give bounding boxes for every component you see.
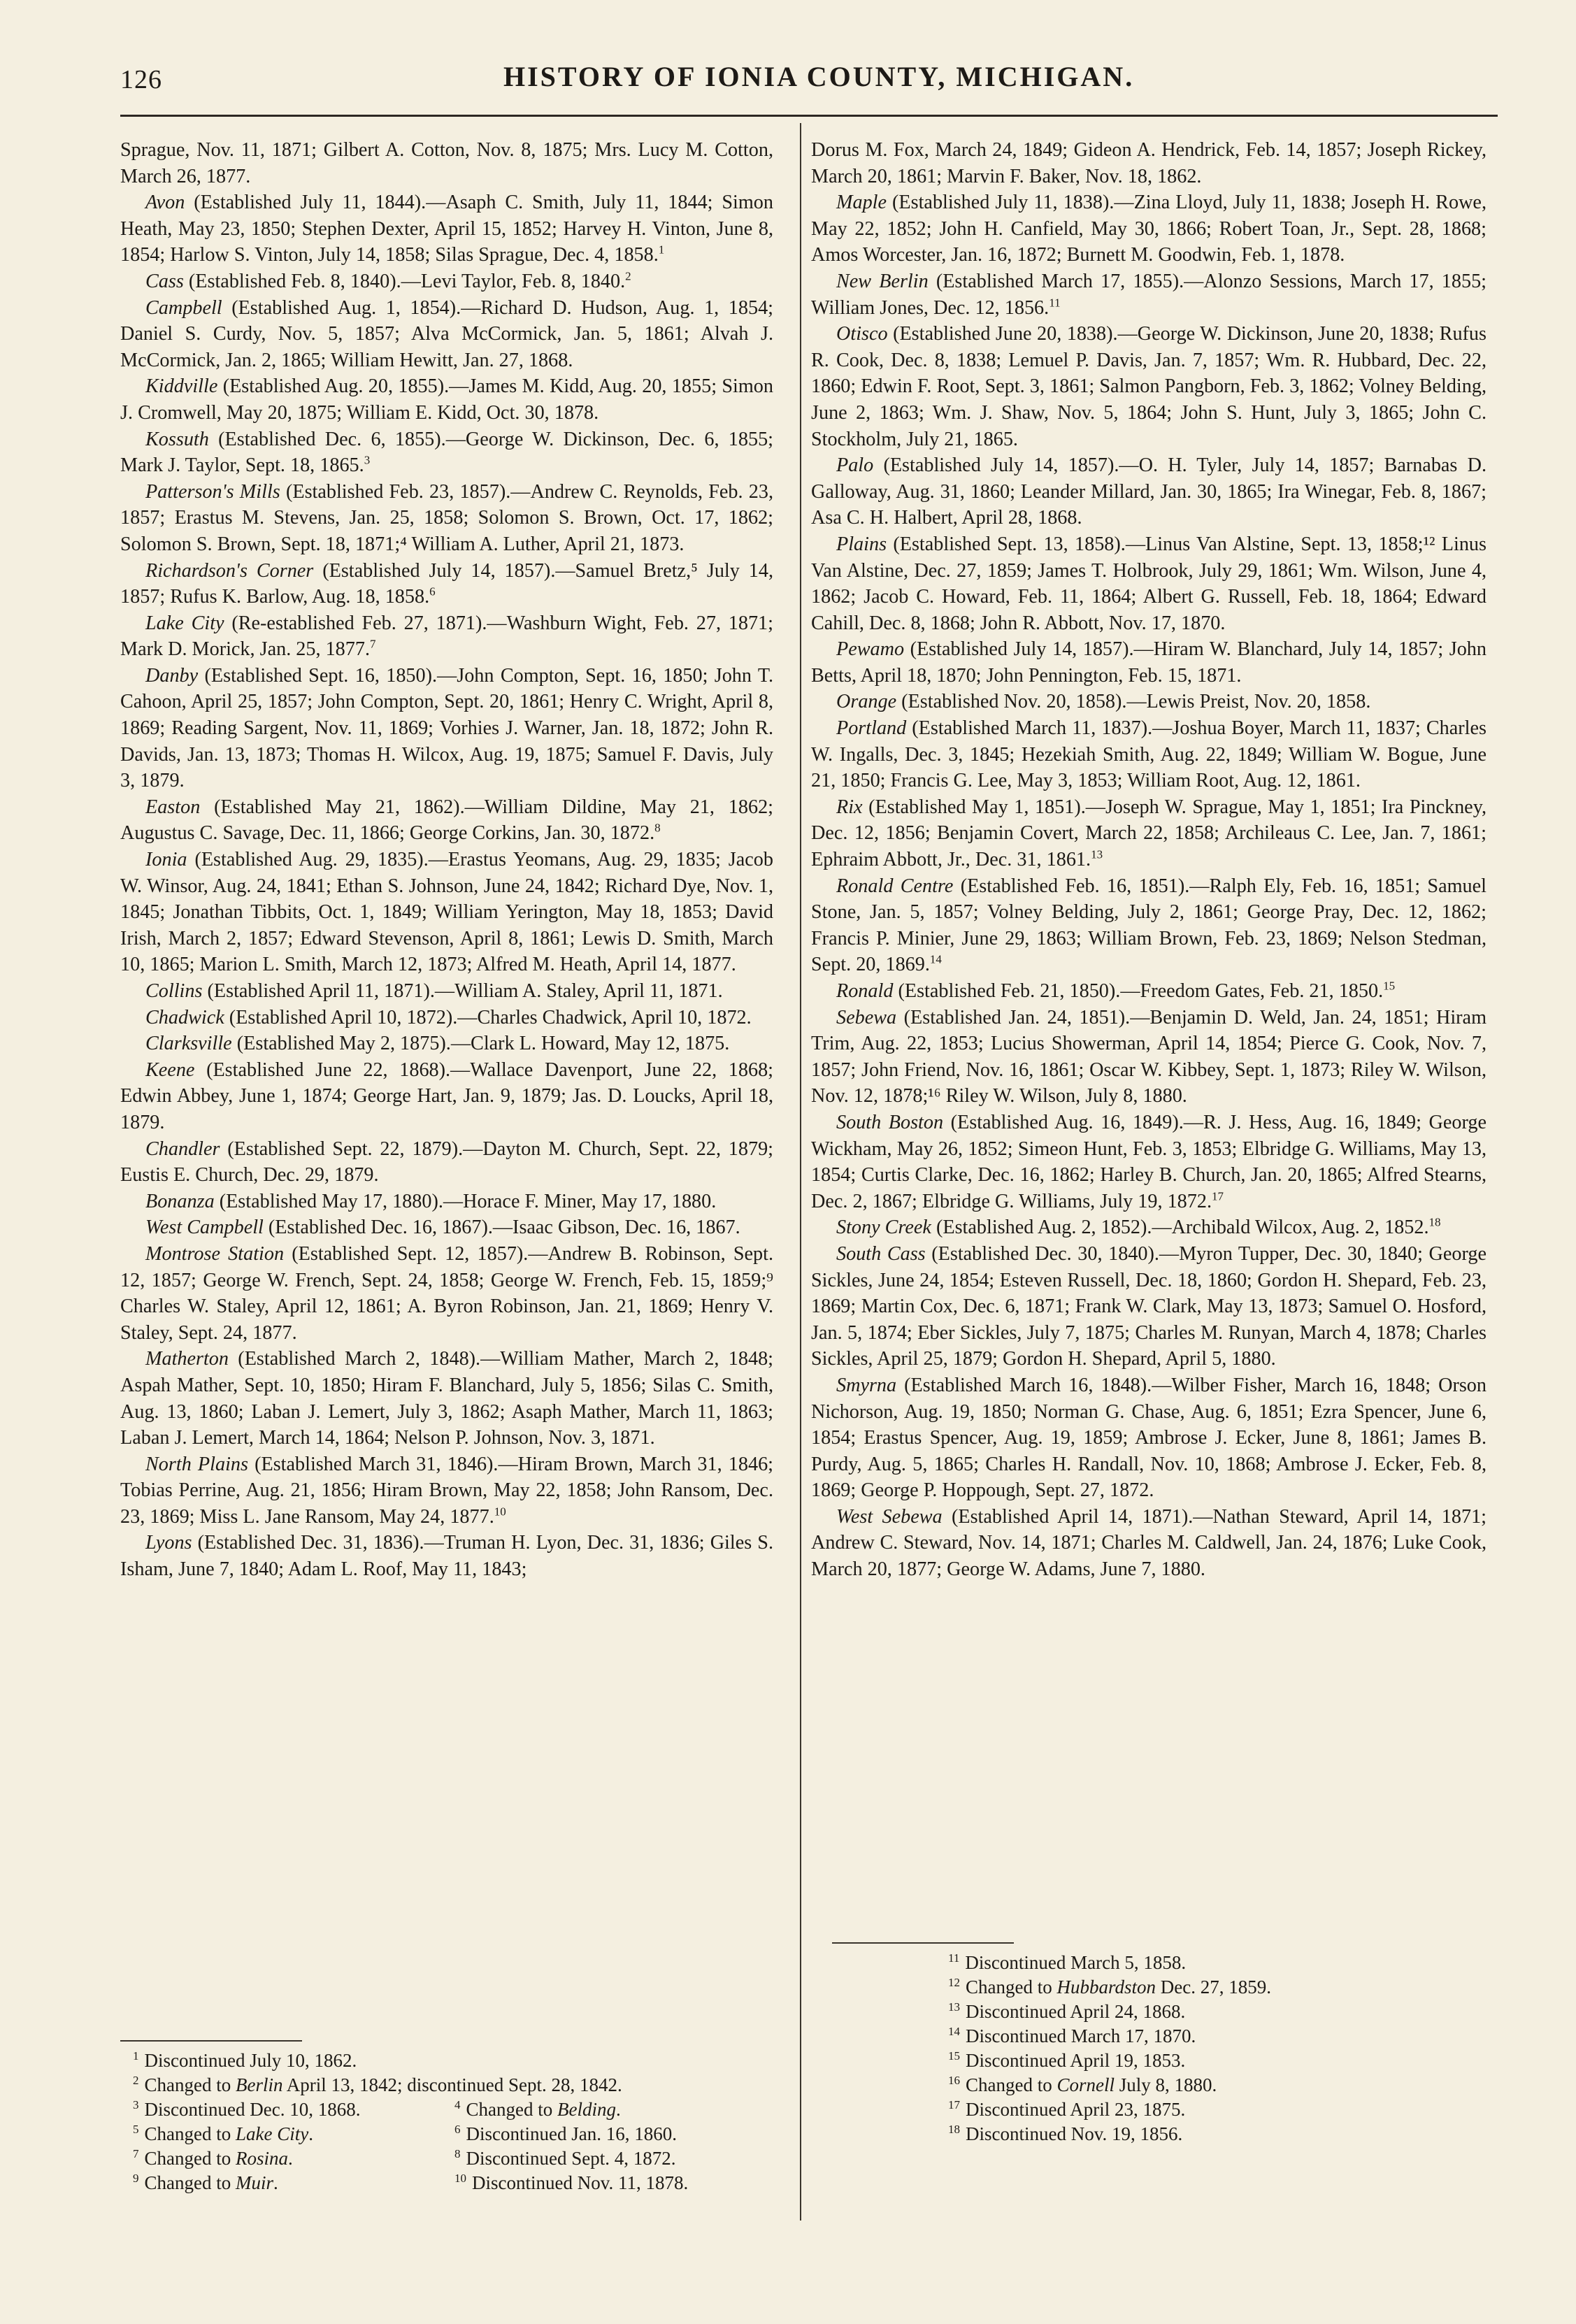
footnote-place-name: Cornell [1056, 2074, 1115, 2095]
postmaster-list: (Established Sept. 16, 1850).—John Compton, Sept. 16, 1850; John T. Cahoon, April 25, 1857; John Compton, Sept. 20, 1861; Henry C. Wright, April 8, 1869; Reading Sargent, Nov. 11, 1869; Vorhies J. Warner, Jan. 18, 1872; John R. Davids, Jan. 13, 1873; Thomas H. Wilcox, Aug. 19, 1875; Samuel F. Davis, July 3, 1879. [120, 664, 773, 792]
footnote-number: 12 [948, 1976, 960, 1989]
footnote-text: Discontinued April 24, 1868. [966, 2001, 1186, 2022]
footnote [948, 2073, 1438, 2097]
footnote-text: Discontinued April 19, 1853. [966, 2050, 1186, 2071]
postmaster-list: (Established Dec. 16, 1867).—Isaac Gibson, Dec. 16, 1867. [263, 1217, 740, 1239]
post-office-entry [811, 1214, 1487, 1241]
postmaster-list: (Established April 10, 1872).—Charles Chadwick, April 10, 1872. [224, 1006, 752, 1028]
post-office-entry [811, 715, 1487, 794]
post-office-entry [120, 1346, 773, 1451]
postmaster-list: (Established Aug. 2, 1852).—Archibald Wilcox, Aug. 2, 1852. [931, 1217, 1429, 1239]
postmaster-list: (Established Dec. 31, 1836).—Truman H. Lyon, Dec. 31, 1836; Giles S. Isham, June 7, 1840; Adam L. Roof, May 11, 1843; [120, 1532, 773, 1581]
postmaster-list: (Established Feb. 16, 1851).—Ralph Ely, Feb. 16, 1851; Samuel Stone, Jan. 5, 1857; Volney Belding, July 2, 1861; George Pray, Dec. 12, 1862; Francis P. Minier, June 29, 1863; William Brown, Feb. 23, 1869; Nelson Stedman, Sept. 20, 1869. [811, 875, 1487, 976]
postmaster-list: (Established Sept. 12, 1857).—Andrew B. Robinson, Sept. 12, 1857; George W. French, Sept. 24, 1858; George W. French, Feb. 15, 1859;⁹ Charles W. Staley, April 12, 1861; A. Byron Robinson, Jan. 21, 1869; Henry V. Staley, Sept. 24, 1877. [120, 1242, 774, 1344]
post-office-entry [811, 636, 1487, 689]
footnote [948, 2122, 1438, 2146]
post-office-entry [120, 978, 773, 1005]
post-office-entry [120, 295, 773, 374]
post-office-name: South Boston [836, 1111, 944, 1133]
footnote [948, 1975, 1438, 2000]
post-office-name: Plains [836, 533, 887, 555]
postmaster-list: (Established March 31, 1846).—Hiram Brown, March 31, 1846; Tobias Perrine, Aug. 21, 1856; Hiram Brown, May 22, 1858; John Ransom, Dec. 23, 1869; Miss L. Jane Ransom, May 24, 1877. [120, 1453, 773, 1528]
footnote-ref: 3 [364, 453, 371, 467]
postmaster-list: (Established Dec. 6, 1855).—George W. Dickinson, Dec. 6, 1855; Mark J. Taylor, Sept. 18, 1865. [120, 428, 773, 477]
footnote [454, 2171, 776, 2195]
post-office-name: Chadwick [145, 1006, 224, 1028]
post-office-name: Lyons [145, 1532, 192, 1554]
footnote [948, 2097, 1438, 2122]
post-office-entry [120, 1136, 773, 1189]
postmaster-list: (Established May 17, 1880).—Horace F. Miner, May 17, 1880. [214, 1190, 717, 1212]
footnote-text: Changed to [144, 2148, 236, 2169]
footnote-text-rest: . [288, 2148, 293, 2169]
footnote-number: 1 [133, 2049, 139, 2063]
post-office-entry [120, 1005, 773, 1031]
footnote-number: 3 [133, 2098, 139, 2111]
footnotes-left [133, 2049, 776, 2195]
footnote-text: Discontinued March 17, 1870. [966, 2025, 1196, 2046]
post-office-name: Collins [145, 980, 203, 1002]
postmaster-list: (Established Nov. 20, 1858).—Lewis Preist, Nov. 20, 1858. [896, 691, 1371, 713]
footnote [454, 2097, 776, 2122]
postmaster-list: (Established April 11, 1871).—William A. Staley, April 11, 1871. [202, 980, 723, 1002]
post-office-name: Maple [836, 192, 887, 214]
post-office-entry [120, 1530, 773, 1582]
post-office-name: Smyrna [836, 1374, 897, 1396]
postmaster-list: (Established July 14, 1857).—Samuel Bretz,⁵ July 14, 1857; Rufus K. Barlow, Aug. 18, 1858. [120, 559, 774, 608]
footnote-place-name: Belding [557, 2099, 616, 2120]
footnote-number: 4 [454, 2098, 461, 2111]
footnote-ref: 7 [370, 637, 376, 651]
footnote-row [133, 2122, 776, 2146]
postmaster-list: (Established March 2, 1848).—William Mather, March 2, 1848; Aspah Mather, Sept. 10, 1850; Hiram F. Blanchard, July 5, 1856; Silas C. Smith, Aug. 13, 1860; Laban J. Lemert, July 3, 1862; Asaph Mather, March 11, 1863; Laban J. Lemert, March 14, 1864; Nelson P. Johnson, Nov. 3, 1871. [120, 1348, 773, 1449]
postmaster-list: (Established Aug. 1, 1854).—Richard D. Hudson, Aug. 1, 1854; Daniel S. Curdy, Nov. 5, 1857; Alva McCormick, Jan. 5, 1861; Alvah J. McCormick, Jan. 2, 1865; William Hewitt, Jan. 27, 1868. [120, 296, 773, 371]
postmaster-list: Sprague, Nov. 11, 1871; Gilbert A. Cotton, Nov. 8, 1875; Mrs. Lucy M. Cotton, March 26, 1877. [120, 139, 773, 187]
footnote-text-rest: Dec. 27, 1859. [1156, 1977, 1271, 1997]
post-office-entry [811, 137, 1487, 189]
footnote-text: Discontinued Jan. 16, 1860. [466, 2123, 677, 2144]
footnote-row [133, 2097, 776, 2122]
footnote-place-name: Rosina [235, 2148, 288, 2169]
footnote-number: 8 [454, 2147, 461, 2160]
post-office-name: West Sebewa [836, 1505, 943, 1528]
post-office-name: South Cass [836, 1242, 926, 1265]
post-office-name: Kossuth [145, 428, 209, 450]
footnote-number: 18 [948, 2123, 960, 2136]
post-office-entry [811, 794, 1487, 873]
footnote-text: Changed to [966, 1977, 1057, 1997]
post-office-name: Cass [145, 270, 184, 292]
footnote-ref: 18 [1428, 1215, 1441, 1229]
post-office-entry [811, 873, 1487, 978]
post-office-entry [811, 321, 1487, 452]
post-office-entry [811, 978, 1487, 1005]
footnote [133, 2146, 454, 2171]
post-office-entry [120, 268, 773, 295]
post-office-entry [811, 1372, 1487, 1504]
footnote-ref: 8 [654, 822, 661, 835]
footnote-text: Changed to [144, 2123, 236, 2144]
postmaster-list: (Established May 2, 1875).—Clark L. Howard, May 12, 1875. [231, 1033, 730, 1055]
footnote-rule-left [120, 2040, 302, 2042]
post-office-entry [811, 1005, 1487, 1110]
post-office-name: Palo [836, 454, 874, 477]
post-office-entry [120, 426, 773, 479]
left-column [120, 137, 773, 1583]
post-office-entry [120, 663, 773, 794]
post-office-name: Orange [836, 691, 897, 713]
footnote-row [133, 2049, 776, 2073]
postmaster-list: (Established Sept. 22, 1879).—Dayton M. Church, Sept. 22, 1879; Eustis E. Church, Dec. 29, 1879. [120, 1138, 773, 1186]
footnote-ref: 2 [625, 269, 631, 283]
postmaster-list: (Established June 22, 1868).—Wallace Davenport, June 22, 1868; Edwin Abbey, June 1, 1874; George Hart, Jan. 9, 1879; Jas. D. Loucks, April 18, 1879. [120, 1059, 773, 1133]
post-office-entry [120, 479, 773, 558]
footnote-number: 13 [948, 2000, 960, 2014]
footnote-text: Changed to [466, 2099, 557, 2120]
postmaster-list: (Re-established Feb. 27, 1871).—Washburn Wight, Feb. 27, 1871; Mark D. Morick, Jan. 25, 1877. [120, 612, 773, 661]
postmaster-list: (Established Dec. 30, 1840).—Myron Tupper, Dec. 30, 1840; George Sickles, June 24, 1854; Esteven Russell, Dec. 18, 1860; Gordon H. Shepard, Feb. 23, 1869; Martin Cox, Dec. 6, 1871; Frank W. Clark, May 13, 1873; Samuel O. Hosford, Jan. 5, 1874; Eber Sickles, July 7, 1875; Charles M. Runyan, March 4, 1878; Charles Sickles, April 25, 1879; Gordon H. Shepard, April 5, 1880. [811, 1242, 1487, 1370]
post-office-entry [811, 689, 1487, 715]
postmaster-list: (Established Feb. 8, 1840).—Levi Taylor, Feb. 8, 1840. [183, 270, 626, 292]
post-office-name: Ronald Centre [836, 875, 954, 897]
footnote-number: 16 [948, 2074, 960, 2087]
post-office-name: North Plains [145, 1453, 248, 1475]
footnote-ref: 10 [494, 1505, 506, 1519]
post-office-name: Portland [836, 717, 907, 740]
footnote-number: 10 [454, 2172, 466, 2185]
postmaster-list: (Established April 14, 1871).—Nathan Steward, April 14, 1871; Andrew C. Steward, Nov. 14, 1871; Charles M. Caldwell, Jan. 24, 1876; Luke Cook, March 20, 1877; George W. Adams, June 7, 1880. [811, 1505, 1487, 1581]
footnote [454, 2146, 776, 2171]
post-office-entry [120, 1189, 773, 1215]
postmaster-list: (Established Feb. 23, 1857).—Andrew C. Reynolds, Feb. 23, 1857; Erastus M. Stevens, Jan. 25, 1858; Solomon S. Brown, Oct. 17, 1862; Solomon S. Brown, Sept. 18, 1871;⁴ William A. Luther, April 21, 1873. [120, 480, 773, 555]
postmaster-list: (Established Aug. 16, 1849).—R. J. Hess, Aug. 16, 1849; George Wickham, May 26, 1852; Simeon Hunt, Feb. 3, 1853; Elbridge G. Williams, May 13, 1854; Curtis Clarke, Dec. 16, 1862; Harley B. Church, Jan. 20, 1865; Alfred Stearns, Dec. 2, 1867; Elbridge G. Williams, July 19, 1872. [811, 1111, 1487, 1212]
footnote [133, 2097, 454, 2122]
footnote-number: 7 [133, 2147, 139, 2160]
footnote-text: Changed to [966, 2074, 1057, 2095]
footnote-ref: 11 [1049, 296, 1061, 310]
header-rule [120, 115, 1498, 117]
footnote-number: 5 [133, 2123, 139, 2136]
footnote [133, 2073, 622, 2097]
postmaster-list: (Established July 14, 1857).—Hiram W. Blanchard, July 14, 1857; John Betts, April 18, 1870; John Pennington, Feb. 15, 1871. [811, 638, 1487, 687]
post-office-name: Pewamo [836, 638, 905, 661]
post-office-name: Keene [145, 1059, 195, 1081]
footnote-place-name: Lake City [235, 2123, 309, 2144]
post-office-name: Otisco [836, 323, 888, 345]
footnote-text: Discontinued Nov. 19, 1856. [966, 2123, 1183, 2144]
footnote-text: Discontinued Dec. 10, 1868. [144, 2099, 361, 2120]
postmaster-list: (Established Jan. 24, 1851).—Benjamin D. Weld, Jan. 24, 1851; Hiram Trim, Aug. 22, 1853; Lucius Showerman, April 14, 1854; Pierce G. Cook, Nov. 7, 1857; John Friend, Nov. 16, 1861; Oscar W. Kibbey, Sept. 1, 1873; Riley W. Wilson, Nov. 12, 1878;¹⁶ Riley W. Wilson, July 8, 1880. [811, 1006, 1487, 1107]
post-office-entry [120, 1031, 773, 1057]
footnote-row [133, 2073, 776, 2097]
footnote [948, 1951, 1438, 1975]
post-office-name: Chandler [145, 1138, 220, 1160]
footnote-text-rest: July 8, 1880. [1115, 2074, 1217, 2095]
post-office-name: Lake City [145, 612, 224, 634]
post-office-name: Kiddville [145, 375, 218, 398]
post-office-entry [811, 268, 1487, 321]
footnotes-right [948, 1951, 1438, 2146]
footnote-text: Discontinued April 23, 1875. [966, 2099, 1186, 2120]
post-office-entry [811, 531, 1487, 636]
post-office-name: Easton [145, 796, 201, 818]
footnote-ref: 14 [929, 953, 942, 967]
post-office-entry [120, 610, 773, 663]
footnote [948, 2024, 1438, 2049]
footnote-number: 17 [948, 2098, 960, 2111]
post-office-name: Bonanza [145, 1190, 215, 1212]
footnote-text: Discontinued March 5, 1858. [965, 1952, 1187, 1973]
postmaster-list: (Established May 21, 1862).—William Dildine, May 21, 1862; Augustus C. Savage, Dec. 11, 1866; George Corkins, Jan. 30, 1872. [120, 796, 773, 845]
footnote-row [133, 2146, 776, 2171]
footnote-number: 9 [133, 2172, 139, 2185]
footnote-text: Discontinued Nov. 11, 1878. [472, 2172, 689, 2193]
postmaster-list: (Established March 16, 1848).—Wilber Fisher, March 16, 1848; Orson Nichorson, Aug. 19, 1850; Norman G. Chase, Aug. 6, 1851; Ezra Spencer, June 6, 1854; Erastus Spencer, Aug. 19, 1859; Ambrose J. Ecker, June 8, 1861; James B. Purdy, Aug. 5, 1865; Charles H. Randall, Nov. 10, 1868; Ambrose J. Ecker, Feb. 8, 1869; George P. Hoppough, Sept. 27, 1872. [811, 1374, 1487, 1502]
footnote-text: Changed to [144, 2172, 236, 2193]
footnote [948, 2049, 1438, 2073]
post-office-entry [120, 1241, 773, 1346]
post-office-name: Montrose Station [145, 1242, 285, 1265]
footnote-text: Discontinued July 10, 1862. [144, 2050, 357, 2071]
post-office-name: Avon [145, 192, 185, 214]
footnote [948, 2000, 1438, 2024]
footnote [133, 2122, 454, 2146]
post-office-name: Richardson's Corner [145, 559, 314, 582]
right-column [811, 137, 1487, 1583]
footnote-place-name: Berlin [235, 2074, 283, 2095]
page-number: 126 [120, 65, 162, 94]
footnote-number: 14 [948, 2025, 960, 2038]
footnote-place-name: Hubbardston [1056, 1977, 1156, 1997]
footnote-number: 11 [948, 1951, 960, 1965]
column-divider [800, 123, 801, 2221]
footnote-number: 2 [133, 2074, 139, 2087]
post-office-entry [120, 137, 773, 189]
post-office-entry [120, 1451, 773, 1530]
post-office-name: Ionia [145, 849, 187, 871]
footnote-number: 6 [454, 2123, 461, 2136]
post-office-name: Ronald [836, 980, 894, 1002]
post-office-entry [120, 794, 773, 847]
postmaster-list: (Established Aug. 29, 1835).—Erastus Yeomans, Aug. 29, 1835; Jacob W. Winsor, Aug. 24, 1841; Ethan S. Johnson, June 24, 1842; Richard Dye, Nov. 1, 1845; Jonathan Tibbits, Oct. 1, 1849; William Yerington, May 18, 1853; David Irish, March 2, 1857; Edward Stevenson, April 8, 1861; Lewis D. Smith, March 10, 1865; Marion L. Smith, March 12, 1873; Alfred M. Heath, April 14, 1877. [120, 849, 773, 976]
post-office-name: Danby [145, 664, 199, 687]
postmaster-list: (Established March 11, 1837).—Joshua Boyer, March 11, 1837; Charles W. Ingalls, Dec. 3, 1845; Hezekiah Smith, Aug. 22, 1849; William W. Bogue, June 21, 1850; Francis G. Lee, May 3, 1853; William Root, Aug. 12, 1861. [811, 717, 1487, 792]
postmaster-list: (Established July 11, 1844).—Asaph C. Smith, July 11, 1844; Simon Heath, May 23, 1850; Stephen Dexter, April 15, 1852; Harvey H. Vinton, June 8, 1854; Harlow S. Vinton, July 14, 1858; Silas Sprague, Dec. 4, 1858. [120, 192, 773, 266]
footnote-ref: 17 [1212, 1189, 1224, 1203]
post-office-entry [811, 1110, 1487, 1214]
post-office-entry [120, 1057, 773, 1136]
post-office-name: Campbell [145, 296, 222, 319]
postmaster-list: (Established March 17, 1855).—Alonzo Sessions, March 17, 1855; William Jones, Dec. 12, 1856. [811, 270, 1487, 319]
footnote-rule-right [832, 1942, 1014, 1944]
post-office-name: Rix [836, 796, 863, 818]
post-office-entry [120, 558, 773, 610]
footnote-text-rest: . [308, 2123, 313, 2144]
post-office-name: Matherton [145, 1348, 229, 1370]
footnote-ref: 1 [658, 243, 665, 257]
post-office-entry [120, 847, 773, 978]
post-office-name: Patterson's Mills [145, 480, 280, 503]
footnote-text-rest: . [273, 2172, 278, 2193]
post-office-name: West Campbell [145, 1217, 264, 1239]
postmaster-list: (Established Feb. 21, 1850).—Freedom Gates, Feb. 21, 1850. [893, 980, 1384, 1002]
post-office-entry [811, 1241, 1487, 1372]
post-office-entry [120, 1214, 773, 1241]
postmaster-list: (Established July 11, 1838).—Zina Lloyd, July 11, 1838; Joseph H. Rowe, May 22, 1852; John H. Canfield, May 30, 1866; Robert Toan, Jr., Sept. 28, 1868; Amos Worcester, Jan. 16, 1872; Burnett M. Goodwin, Feb. 1, 1878. [811, 192, 1487, 266]
footnote-ref: 15 [1383, 979, 1396, 993]
post-office-name: Sebewa [836, 1006, 897, 1028]
footnote-row [133, 2171, 776, 2195]
post-office-name: New Berlin [836, 270, 929, 292]
footnote [133, 2049, 357, 2073]
footnote [454, 2122, 776, 2146]
post-office-entry [811, 1504, 1487, 1583]
footnote-text-rest: April 13, 1842; discontinued Sept. 28, 1842. [282, 2074, 622, 2095]
post-office-entry [811, 452, 1487, 531]
post-office-entry [811, 189, 1487, 268]
postmaster-list: (Established Aug. 20, 1855).—James M. Kidd, Aug. 20, 1855; Simon J. Cromwell, May 20, 1875; William E. Kidd, Oct. 30, 1878. [120, 375, 773, 424]
footnote-ref: 13 [1091, 847, 1103, 861]
post-office-name: Stony Creek [836, 1217, 931, 1239]
footnote-number: 15 [948, 2049, 960, 2063]
post-office-entry [120, 373, 773, 426]
postmaster-list: (Established Sept. 13, 1858).—Linus Van Alstine, Sept. 13, 1858;¹² Linus Van Alstine, Dec. 27, 1859; James T. Holbrook, July 29, 1861; Wm. Wilson, June 4, 1862; Jacob C. Howard, Feb. 11, 1864; Albert G. Russell, Feb. 18, 1864; Edward Cahill, Dec. 8, 1868; John R. Abbott, Nov. 17, 1870. [811, 533, 1487, 634]
postmaster-list: (Established July 14, 1857).—O. H. Tyler, July 14, 1857; Barnabas D. Galloway, Aug. 31, 1860; Leander Millard, Jan. 30, 1865; Ira Winegar, Feb. 8, 1867; Asa C. H. Halbert, April 28, 1868. [811, 454, 1487, 529]
running-head-title: HISTORY OF IONIA COUNTY, MICHIGAN. [503, 61, 1135, 92]
postmaster-list: (Established June 20, 1838).—George W. Dickinson, June 20, 1838; Rufus R. Cook, Dec. 8, 1838; Lemuel P. Davis, Jan. 7, 1857; Wm. R. Hubbard, Dec. 22, 1860; Edwin F. Root, Sept. 3, 1861; Salmon Pangborn, Feb. 3, 1862; Volney Belding, June 2, 1863; Wm. J. Shaw, Nov. 5, 1864; John S. Hunt, July 3, 1865; John C. Stockholm, July 21, 1865. [811, 323, 1487, 450]
postmaster-list: (Established May 1, 1851).—Joseph W. Sprague, May 1, 1851; Ira Pinckney, Dec. 12, 1856; Benjamin Covert, March 22, 1858; Archileaus C. Lee, Jan. 7, 1861; Ephraim Abbott, Jr., Dec. 31, 1861. [811, 796, 1487, 871]
footnote-text: Discontinued Sept. 4, 1872. [466, 2148, 676, 2169]
footnote-text-rest: . [615, 2099, 621, 2120]
footnote [133, 2171, 454, 2195]
footnote-place-name: Muir [235, 2172, 273, 2193]
post-office-name: Clarksville [145, 1033, 232, 1055]
post-office-entry [120, 189, 773, 268]
footnote-text: Changed to [144, 2074, 236, 2095]
footnote-ref: 6 [429, 584, 436, 598]
postmaster-list: Dorus M. Fox, March 24, 1849; Gideon A. Hendrick, Feb. 14, 1857; Joseph Rickey, March 20, 1861; Marvin F. Baker, Nov. 18, 1862. [811, 139, 1487, 187]
